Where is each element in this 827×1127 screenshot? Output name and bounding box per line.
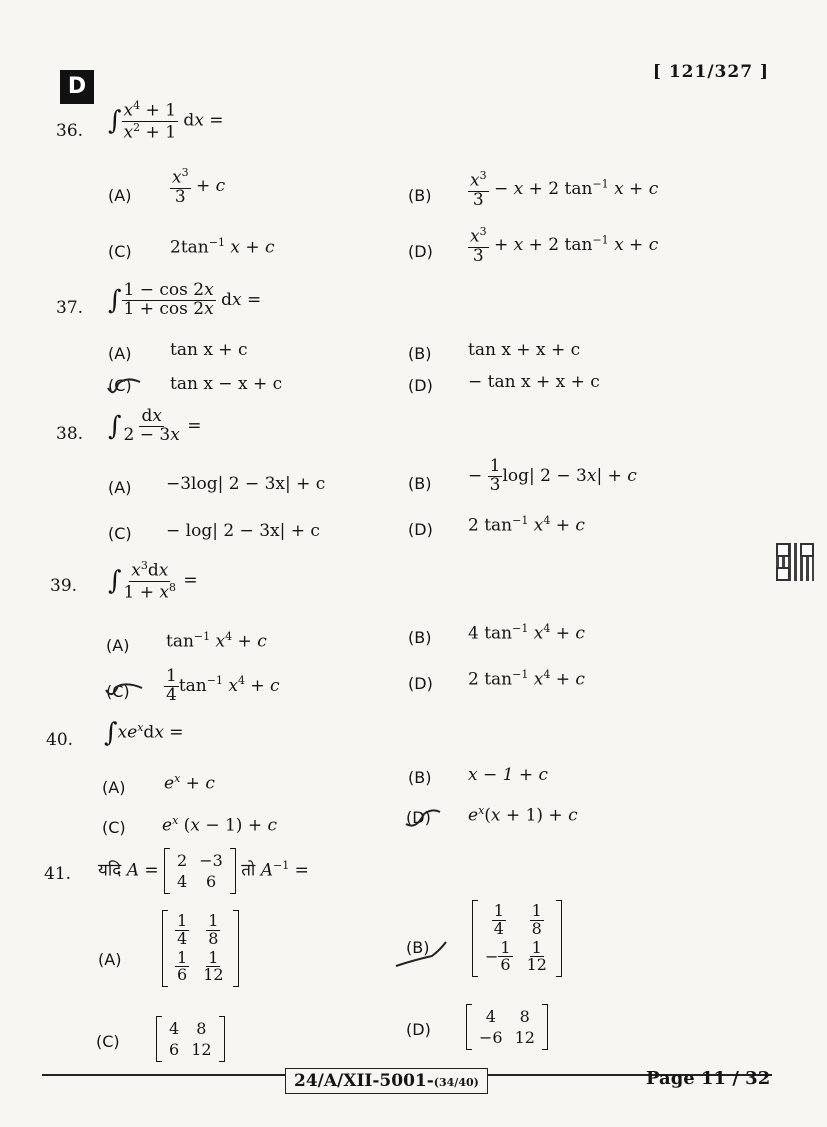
option-39-a: $\tan^{-1} x^4 + c$: [166, 630, 267, 652]
option-label: (D): [408, 376, 433, 395]
hindi-if-word: यदि: [98, 860, 122, 881]
option-41-a: $\frac{1}{4}$ $\frac{1}{8}$ $\frac{1}{6}$ $\frac{1}{12}$: [162, 910, 239, 987]
option-label: (C): [96, 1032, 120, 1051]
question-number: 36.: [56, 121, 84, 141]
option-label: (C): [108, 376, 132, 395]
option-label: (A): [108, 478, 132, 497]
option-41-d: 4 8 −6 12: [466, 1004, 548, 1050]
option-label: (C): [108, 242, 132, 261]
option-39-b: 4 $\tan^{-1} x^4 + c$: [468, 622, 585, 644]
option-38-c: − log| 2 − 3x| + c: [166, 521, 320, 541]
option-label: (B): [406, 938, 430, 957]
option-37-d: − tan x + x + c: [468, 372, 600, 392]
qr-code-icon: [776, 543, 814, 581]
set-badge: D: [60, 70, 94, 104]
option-label: (A): [106, 636, 130, 655]
option-41-c: 4 8 6 12: [156, 1016, 225, 1062]
option-40-c: $e^x$ (x − 1) + c: [162, 814, 278, 836]
option-label: (D): [408, 674, 433, 693]
page-code: [ 121/327 ]: [652, 62, 769, 82]
option-40-d: $e^x(x + 1) + c$: [468, 804, 578, 826]
paper-code: 24/A/XII-5001-(34/40): [285, 1068, 488, 1094]
option-36-a: $\frac{x^3}{3}$ + c: [172, 166, 226, 207]
option-36-b: $\frac{x^3}{3}$ − x + 2 $\tan^{-1} x + c$: [470, 169, 659, 210]
question-36-expression: ∫ $\frac{x^4 + 1}{x^2 + 1}$ dx =: [108, 99, 224, 143]
question-number: 41.: [44, 864, 72, 884]
option-label: (B): [408, 344, 432, 363]
question-37-expression: ∫ $\frac{1 - \cos 2x}{1 + \cos 2x}$ dx =: [108, 280, 262, 319]
question-41-expression: यदि A = 2 −3 4 6 तो $A^{-1}$ =: [98, 848, 309, 894]
page-number: Page 11 / 32: [646, 1068, 771, 1089]
option-37-b: tan x + x + c: [468, 340, 581, 360]
option-label: (C): [106, 682, 130, 701]
question-number: 38.: [56, 424, 84, 444]
option-37-a: tan x + c: [170, 340, 248, 360]
option-39-c: $\frac{1}{4}$ $\tan^{-1} x^4 + c$: [166, 666, 280, 705]
option-40-b: x − 1 + c: [468, 765, 549, 785]
option-label: (D): [408, 520, 433, 539]
option-38-b: − $\frac{1}{3}$ log| 2 − 3x| + c: [468, 456, 637, 495]
option-label: (C): [102, 818, 126, 837]
question-39-expression: ∫ $\frac{x^3dx}{1 + x^8}$ =: [108, 559, 198, 603]
option-38-d: 2 $\tan^{-1} x^4 + c$: [468, 514, 585, 536]
option-36-d: $\frac{x^3}{3}$ + x + 2 $\tan^{-1} x + c$: [470, 225, 659, 266]
option-37-c: tan x − x + c: [170, 374, 283, 394]
option-38-a: −3log| 2 − 3x| + c: [166, 474, 326, 494]
question-number: 39.: [50, 576, 78, 596]
option-label: (B): [408, 628, 432, 647]
option-39-d: 2 $\tan^{-1} x^4 + c$: [468, 668, 585, 690]
option-label: (A): [102, 778, 126, 797]
option-label: (B): [408, 768, 432, 787]
hindi-then-word: तो: [241, 860, 256, 881]
option-label: (B): [408, 186, 432, 205]
option-label: (A): [98, 950, 122, 969]
option-label: (D): [406, 1020, 431, 1039]
option-label: (D): [406, 808, 431, 827]
option-41-b: $\frac{1}{4}$ $\frac{1}{8}$ − $\frac{1}{6}$ $\frac{1}{12}$: [472, 900, 562, 977]
option-label: (C): [108, 524, 132, 543]
option-36-c: $2\tan^{-1}$ x + c: [170, 236, 275, 258]
option-label: (B): [408, 474, 432, 493]
option-label: (D): [408, 242, 433, 261]
option-label: (A): [108, 186, 132, 205]
question-number: 40.: [46, 730, 74, 750]
question-number: 37.: [56, 298, 84, 318]
option-label: (A): [108, 344, 132, 363]
option-40-a: $e^x + c$: [164, 772, 215, 794]
question-38-expression: ∫ $\frac{dx}{2 - 3x}$ =: [108, 406, 202, 445]
question-40-expression: $\int xe^xdx$ =: [104, 718, 184, 748]
